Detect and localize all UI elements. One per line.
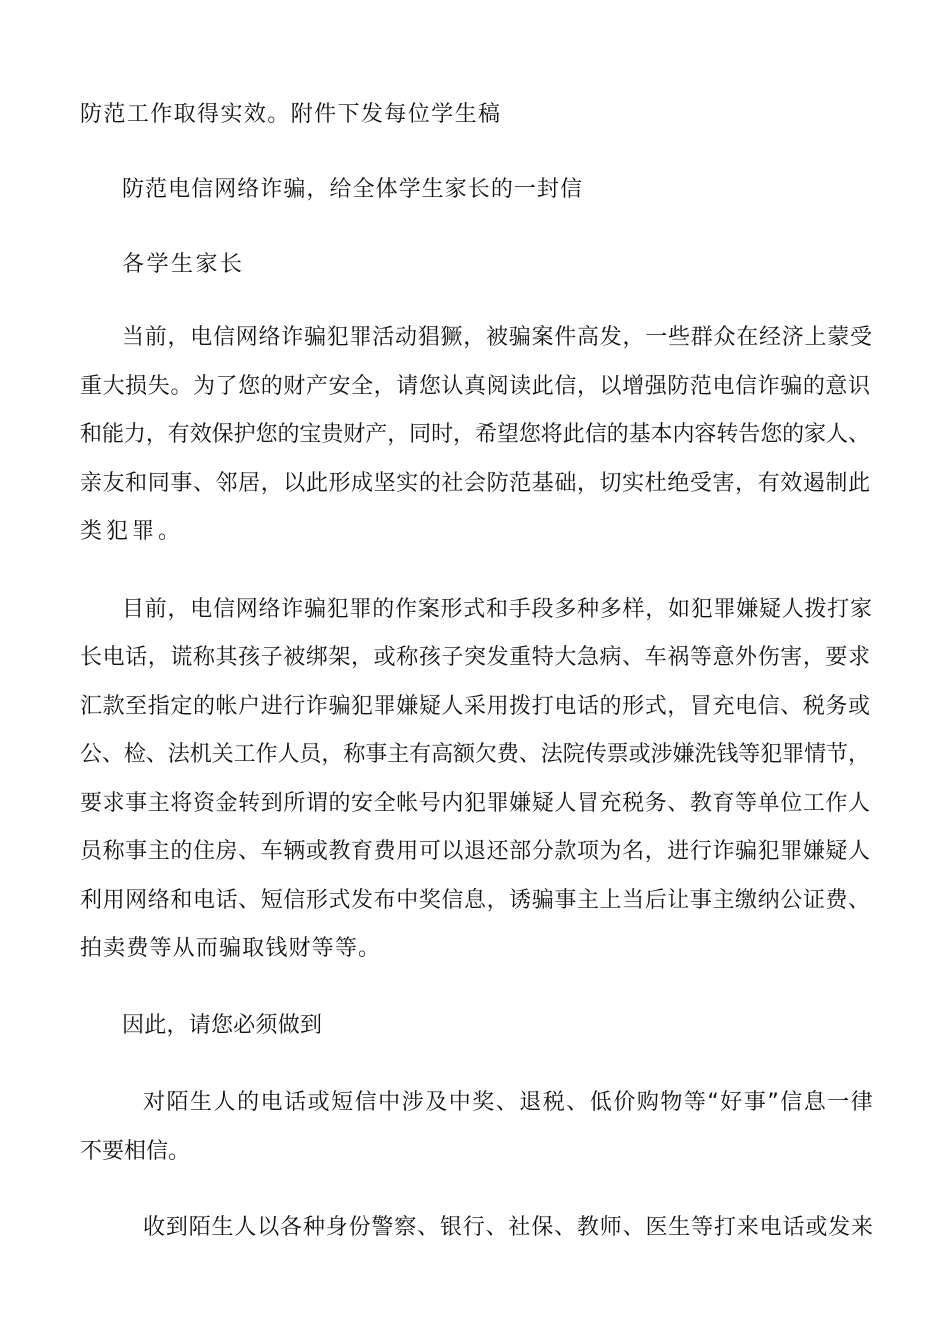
text-line: 重大损失。为了您的财产安全，请您认真阅读此信，以增强防范电信诈骗的意识	[80, 374, 871, 399]
text-line: 亲友和同事、邻居，以此形成坚实的社会防范基础，切实杜绝受害，有效遏制此	[80, 471, 871, 496]
text-line: 类犯罪。	[80, 519, 185, 544]
text-line: 对陌生人的电话或短信中涉及中奖、退税、低价购物等“好事”信息一律	[143, 1090, 875, 1115]
text-line: 汇款至指定的帐户进行诈骗犯罪嫌疑人采用拨打电话的形式，冒充电信、税务或	[80, 694, 871, 719]
text-line: 拍卖费等从而骗取钱财等等。	[80, 936, 382, 961]
letter-title: 防范电信网络诈骗，给全体学生家长的一封信	[122, 177, 584, 202]
text-line: 不要相信。	[80, 1139, 191, 1164]
text-line: 员称事主的住房、车辆或教育费用可以退还部分款项为名，进行诈骗犯罪嫌疑人	[80, 839, 871, 864]
text-line: 公、检、法机关工作人员，称事主有高额欠费、法院传票或涉嫌洗钱等犯罪情节，	[80, 742, 870, 767]
text-line: 因此，请您必须做到	[122, 1013, 323, 1038]
text-line: 当前，电信网络诈骗犯罪活动猖獗，被骗案件高发，一些群众在经济上蒙受	[122, 325, 873, 350]
text-line: 要求事主将资金转到所谓的安全帐号内犯罪嫌疑人冒充税务、教育等单位工作人	[80, 791, 871, 816]
text-line: 目前，电信网络诈骗犯罪的作案形式和手段多种多样，如犯罪嫌疑人拨打家	[122, 597, 873, 622]
text-line: 防范工作取得实效。附件下发每位学生稿	[80, 102, 502, 127]
salutation: 各学生家长	[122, 252, 245, 277]
text-line: 利用网络和电话、短信形式发布中奖信息，诱骗事主上当后让事主缴纳公证费、	[80, 888, 871, 913]
text-line: 收到陌生人以各种身份警察、银行、社保、教师、医生等打来电话或发来	[143, 1215, 874, 1240]
text-line: 长电话，谎称其孩子被绑架，或称孩子突发重特大急病、车祸等意外伤害，要求	[80, 645, 871, 670]
text-line: 和能力，有效保护您的宝贵财产，同时，希望您将此信的基本内容转告您的家人、	[80, 422, 870, 447]
